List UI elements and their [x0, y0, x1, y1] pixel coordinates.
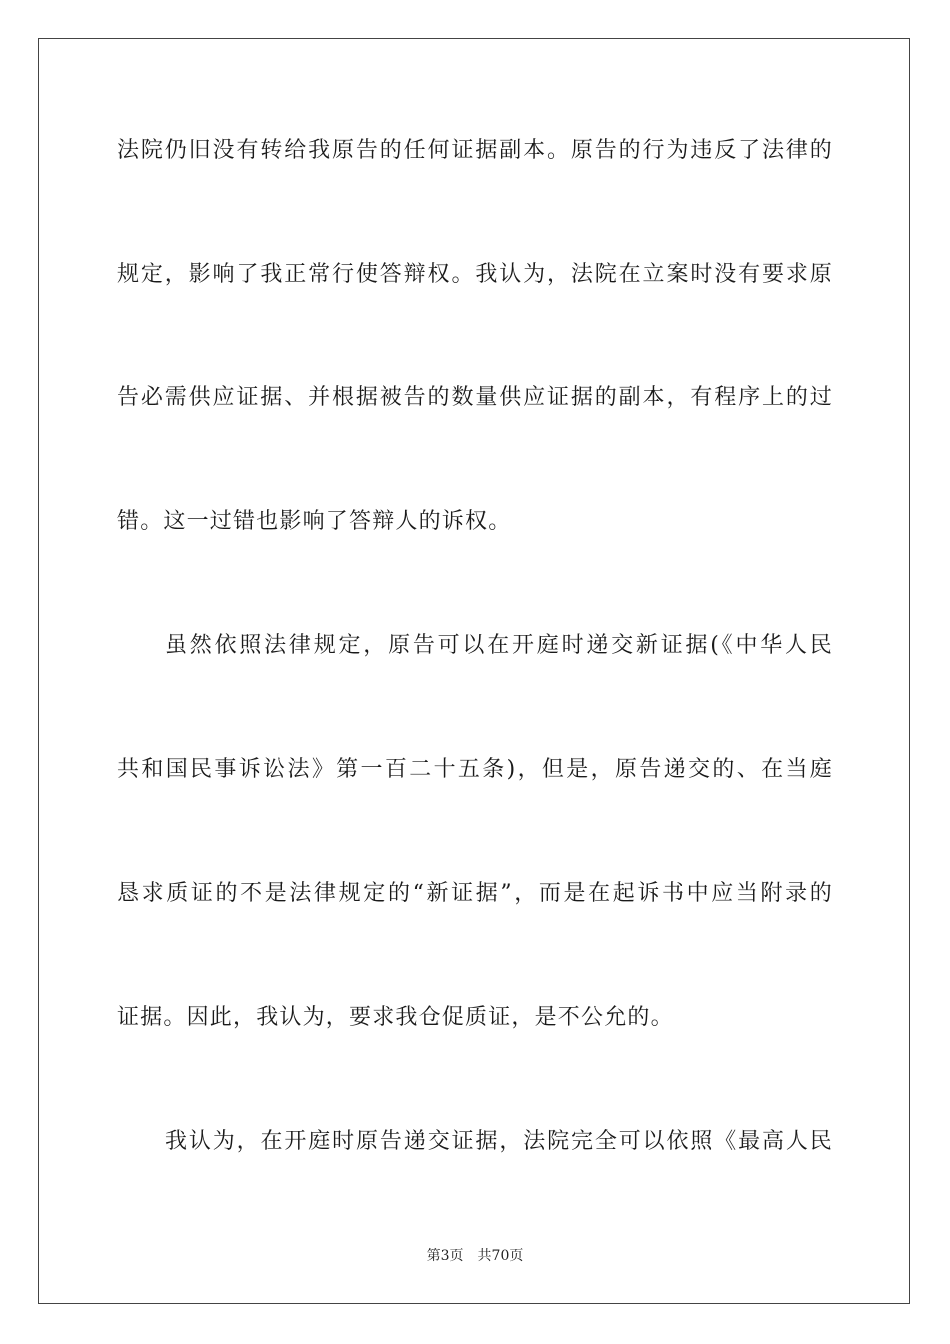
text-line: 错。这一过错也影响了答辩人的诉权。 — [117, 509, 512, 534]
paragraph-start-line: 虽然依照法律规定，原告可以在开庭时递交新证据(《中华人民 — [165, 633, 833, 658]
page-number: 第3页 — [426, 1248, 464, 1264]
text-line: 共和国民事诉讼法》第一百二十五条)，但是，原告递交的、在当庭 — [117, 757, 833, 782]
text-line: 告必需供应证据、并根据被告的数量供应证据的副本，有程序上的过 — [117, 385, 833, 410]
page-border — [38, 38, 910, 1304]
page-footer — [0, 1246, 950, 1266]
text-line: 规定，影响了我正常行使答辩权。我认为，法院在立案时没有要求原 — [117, 262, 833, 287]
text-line: 恳求质证的不是法律规定的“新证据”，而是在起诉书中应当附录的 — [117, 881, 833, 906]
text-line: 证据。因此，我认为，要求我仓促质证，是不公允的。 — [117, 1005, 674, 1030]
paragraph-start-line: 我认为，在开庭时原告递交证据，法院完全可以依照《最高人民 — [165, 1129, 833, 1154]
page-total: 共70页 — [477, 1248, 524, 1264]
text-line: 法院仍旧没有转给我原告的任何证据副本。原告的行为违反了法律的 — [117, 138, 833, 163]
